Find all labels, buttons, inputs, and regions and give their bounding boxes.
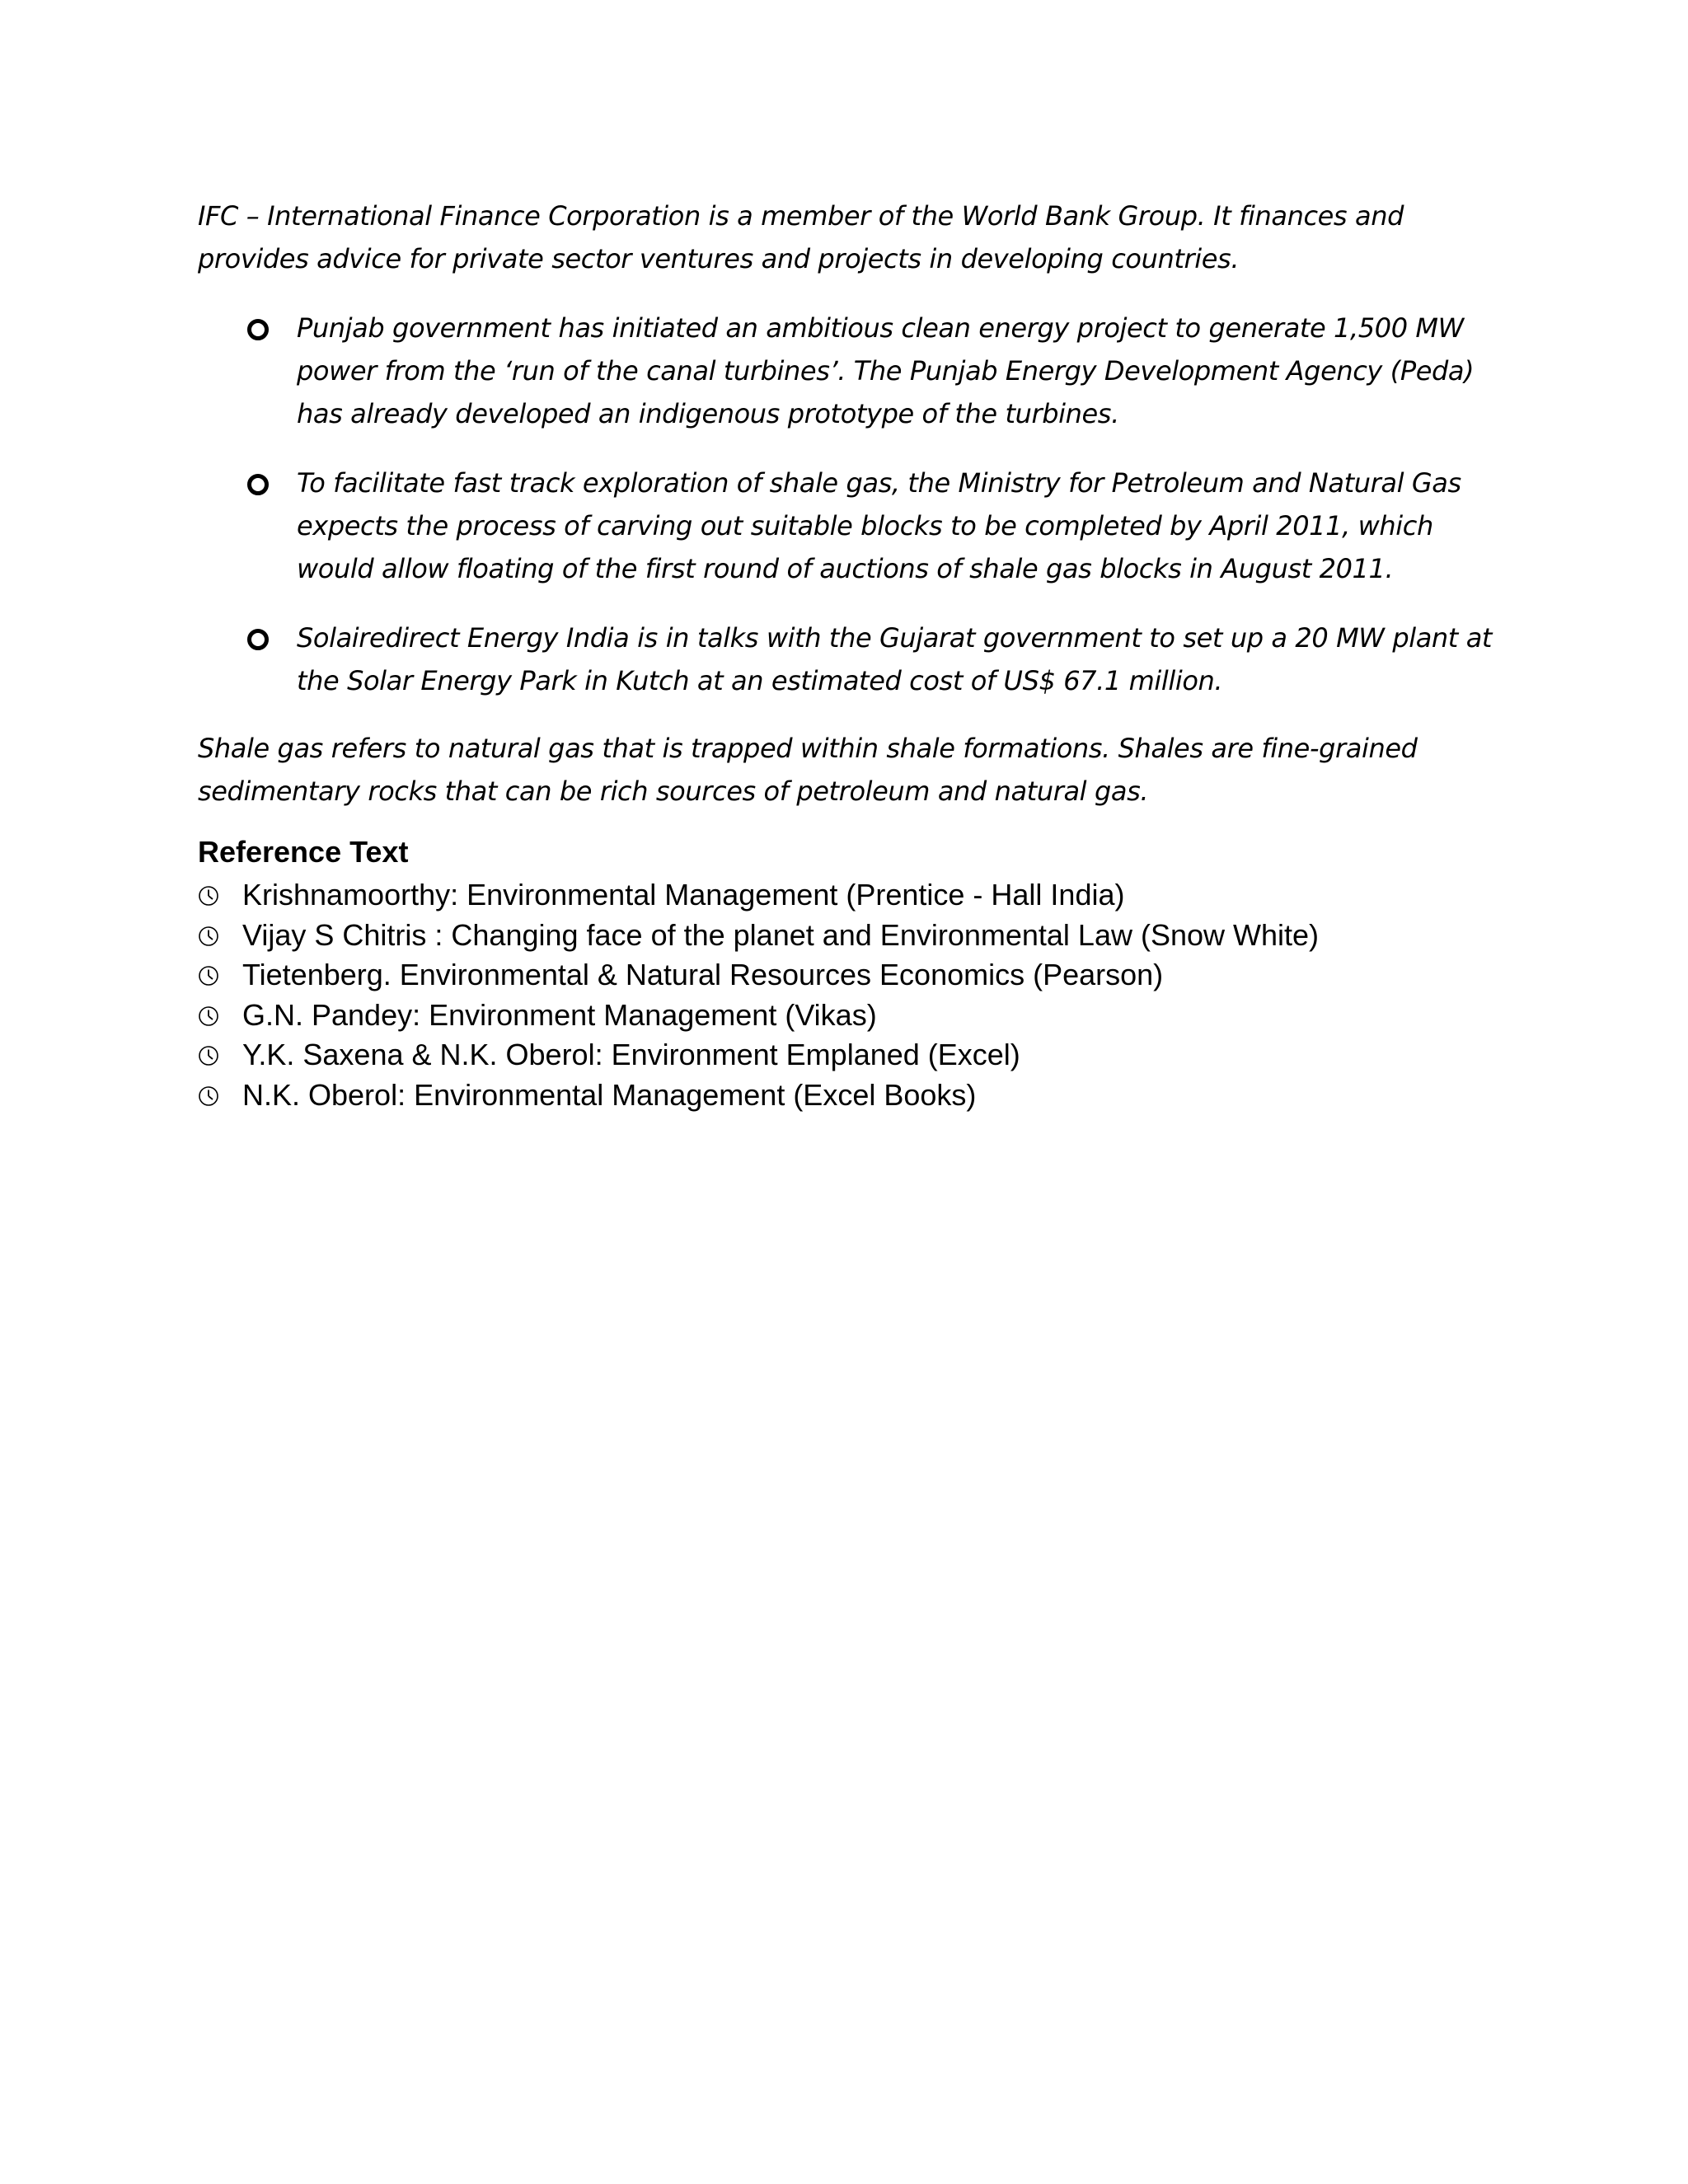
bullet-text: To facilitate fast track exploration of shale gas, the Ministry for Petroleum and Natural Gas expects the process of carving out suitable blocks to be completed by April 2011, which would allow floating of the first round of auctions of shale gas blocks in August 2011. (297, 467, 1461, 584)
reference-item (198, 997, 1319, 1038)
clock-icon (198, 885, 219, 907)
reference-item (198, 877, 1319, 917)
clock-icon (198, 1085, 219, 1107)
clock-icon (198, 1045, 219, 1066)
reference-text: G.N. Pandey: Environment Management (Vikas) (242, 997, 877, 1032)
clock-icon (198, 1005, 219, 1027)
clock-icon (198, 926, 219, 947)
reference-text: Vijay S Chitris : Changing face of the planet and Environmental Law (Snow White) (242, 917, 1320, 952)
ring-bullet-icon (247, 319, 269, 340)
bullet-text: Solairedirect Energy India is in talks with the Gujarat government to set up a 20 MW plant at the Solar Energy Park in Kutch at an estimated cost of US$ 67.1 million. (297, 622, 1493, 696)
intro-paragraph: IFC – International Finance Corporation is a member of the World Bank Group. It finances and provides advice for private sector ventures and projects in developing countries. (198, 200, 1404, 274)
ring-bullet-icon (247, 629, 269, 650)
reference-text: Y.K. Saxena & N.K. Oberol: Environment Emplaned (Excel) (242, 1038, 1020, 1072)
reference-item (198, 917, 1319, 958)
clock-icon (198, 965, 219, 987)
reference-list (198, 877, 1319, 1118)
list-item (198, 462, 1500, 590)
reference-item (198, 1037, 1319, 1077)
ring-bullet-icon (247, 474, 269, 495)
shale-gas-paragraph: Shale gas refers to natural gas that is trapped within shale formations. Shales are fine-grained sedimentary rocks that can be rich sources of petroleum and natural gas. (198, 733, 1418, 807)
reference-heading: Reference Text (198, 835, 409, 869)
reference-text: Krishnamoorthy: Environmental Management (Prentice - Hall India) (242, 878, 1125, 912)
reference-text: N.K. Oberol: Environmental Management (Excel Books) (242, 1077, 977, 1112)
reference-item (198, 957, 1319, 997)
list-item (198, 307, 1500, 435)
reference-text: Tietenberg. Environmental & Natural Resources Economics (Pearson) (242, 958, 1164, 992)
news-bullet-list (198, 307, 1500, 729)
bullet-text: Punjab government has initiated an ambitious clean energy project to generate 1,500 MW power from the ‘run of the canal turbines’. The Punjab Energy Development Agency (Peda) has already developed an indigenous prototype of the turbines. (297, 312, 1475, 429)
list-item (198, 616, 1500, 702)
reference-item (198, 1077, 1319, 1118)
